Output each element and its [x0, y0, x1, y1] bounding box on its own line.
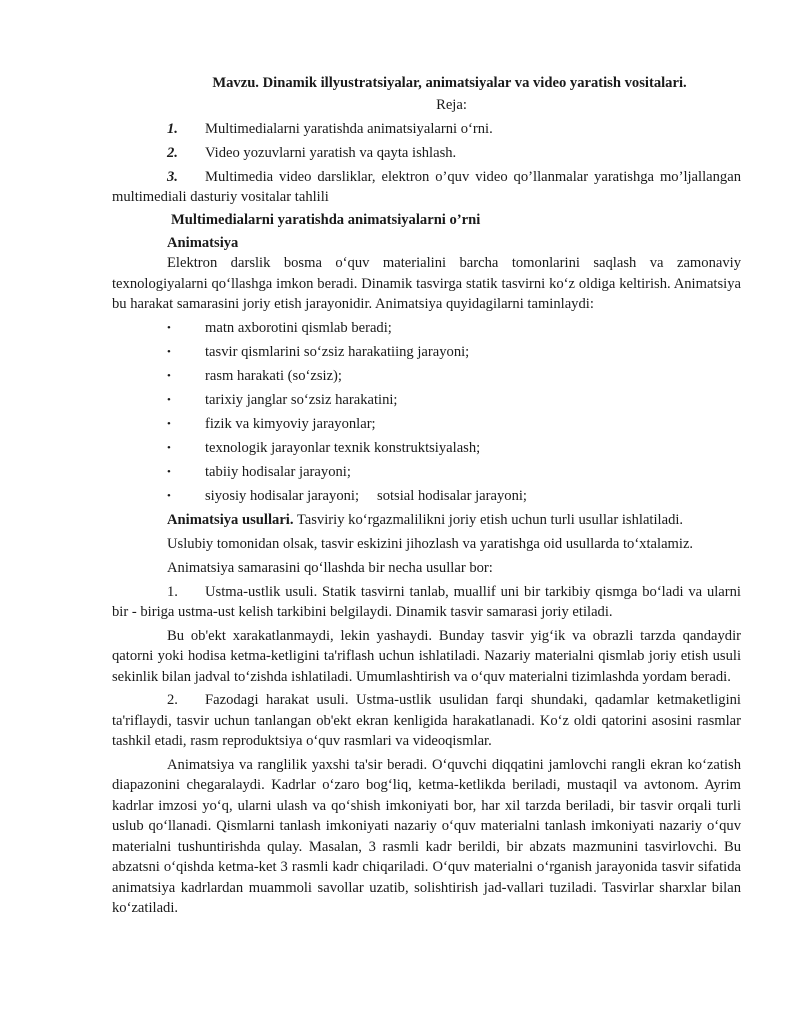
method-1-paragraph	[112, 582, 741, 623]
plan-item	[112, 167, 741, 207]
document-title: Mavzu. Dinamik illyustratsiyalar, animatsiyalar va video yaratish vositalari.	[212, 75, 687, 91]
method-2-text: Fazodagi harakat usuli. Ustma-ustlik usulidan farqi shundaki, qadamlar ketmaketligini ta'riflaydi, tasvir uchun tanlangan ob'ekt ekran kenligida harakatlanadi. Ko‘z oldi qatorini asosini rasmlar tashkil etadi, rasm reproduktsiya o‘quv rasmlari va videoqismlar.	[112, 692, 741, 749]
bullet-icon: •	[167, 369, 171, 382]
method-2-number: 2.	[167, 692, 178, 708]
bullet-icon: •	[167, 465, 171, 478]
uslubiy-line: Uslubiy tomonidan olsak, tasvir eskizini jihozlash va yaratishga oid usullarda to‘xtalamiz.	[167, 535, 694, 552]
list-item: • fizik va kimyoviy jarayonlar;	[167, 415, 376, 432]
list-item: • matn axborotini qismlab beradi;	[167, 319, 392, 336]
section-heading: Multimedialarni yaratishda animatsiyalarni o’rni	[171, 212, 481, 228]
method-1-text: Ustma-ustlik usuli. Statik tasvirni tanlab, muallif uni bir tarkibiy qismga bo‘ladi va ularni bir - biriga ustma-ust kelish tarkibini belgilaydi. Dinamik tasvir samarasi joriy etiladi.	[112, 583, 741, 620]
bullet-icon: •	[167, 441, 171, 454]
samarasini-line: Animatsiya samarasini qo‘llashda bir necha usullar bor:	[167, 559, 493, 576]
usullar-text: Tasviriy ko‘rgazmalilikni joriy etish uchun turli usullar ishlatiladi.	[293, 511, 684, 528]
usullar-line	[112, 510, 741, 530]
list-item: • tabiiy hodisalar jarayoni;	[167, 463, 351, 480]
list-item: • rasm harakati (so‘zsiz);	[167, 367, 342, 384]
bullet-icon: •	[167, 345, 171, 358]
animation-features-list	[167, 318, 741, 506]
plan-heading: Reja:	[436, 97, 467, 113]
list-item: • tasvir qismlarini so‘zsiz harakatiing jarayoni;	[167, 343, 470, 360]
usullar-heading: Animatsiya usullari.	[167, 511, 294, 528]
intro-paragraph: Elektron darslik bosma o‘quv materialini barcha tomonlarini saqlash va zamonaviy texnologiyalarni qo‘llashga imkon beradi. Dinamik tasvirga statik tasvirni ko‘z oldiga keltirish. Animatsiya bu harakat samarasini joriy etish jarayonidir. Animatsiya quyidagilarni taminlaydi:	[112, 255, 741, 312]
plan-item-text: Video yozuvlarni yaratish va qayta ishlash.	[205, 145, 457, 161]
method-1-followup: Bu ob'ekt xarakatlanmaydi, lekin yashaydi. Bunday tasvir yig‘ik va obrazli tarzda qandaydir qatorni yoki hodisa ketma-ketligini ta'riflash uchun ishlatiladi. Nazariy materialni qismlab joriy etish usuli sekinlik bilan jadval to‘zishda ishlatiladi. Umumlashtirish va o‘quv materialni tizimlashda yordam beradi.	[112, 627, 741, 685]
bullet-icon: •	[167, 417, 171, 430]
bullet-icon: •	[167, 489, 171, 502]
plan-item	[112, 119, 741, 139]
plan-item-text: Multimedia video darsliklar, elektron o’quv video qo’llanmalar yaratishga mo’ljallangan multimediali dasturiy vositalar tahlili	[112, 169, 741, 205]
plan-item	[112, 143, 741, 163]
plan-item-number: 2.	[167, 145, 178, 161]
method-2-paragraph	[112, 690, 741, 752]
list-item: • texnologik jarayonlar texnik konstruktsiyalash;	[167, 439, 481, 456]
list-item: • siyosiy hodisalar jarayoni; sotsial hodisalar jarayoni;	[167, 487, 527, 504]
document-page	[112, 73, 741, 922]
method-1-number: 1.	[167, 583, 178, 600]
plan-item-text: Multimedialarni yaratishda animatsiyalarni o‘rni.	[205, 121, 493, 137]
list-item-extra: sotsial hodisalar jarayoni;	[377, 487, 527, 504]
final-paragraph: Animatsiya va ranglilik yaxshi ta'sir beradi. O‘quvchi diqqatini jamlovchi rangli ekran ko‘zatish diapazonini chegaralaydi. Kadrlar o‘zaro bog‘liq, ketma-ketlikda beriladi, mustaqil va avtonom. Ayrim kadrlar imzosi yo‘q, ularni ulash va qo‘shish imkoniyati bor, har xil tarzda beriladi, bir tasvir orqali turli uslub qo‘llanadi. Qismlarni tanlash imkoniyati nazariy o‘quv materialni tanlash imkoniyati nazariy o‘quv materialni tushuntirishda qulay. Masalan, 3 rasmli kadr berildi, bir abzats mazmunini tasvirlovchi. Bu abzatsni o‘qishda ketma-ket 3 rasmli kadr chiqariladi. O‘quv materialni o‘rganish jarayonida tasvir sifatida animatsiya kadrlardan muammoli savollar uzatib, solishtirish jad-vallari tuziladi. Tasvirlar sharxlar bilan ko‘zatiladi.	[112, 756, 741, 916]
plan-item-number: 3.	[167, 169, 178, 185]
plan-item-number: 1.	[167, 121, 178, 137]
bullet-icon: •	[167, 321, 171, 334]
bullet-icon: •	[167, 393, 171, 406]
animatsiya-heading: Animatsiya	[167, 235, 239, 251]
list-item: • tarixiy janglar so‘zsiz harakatini;	[167, 391, 398, 408]
plan-list	[112, 119, 741, 207]
